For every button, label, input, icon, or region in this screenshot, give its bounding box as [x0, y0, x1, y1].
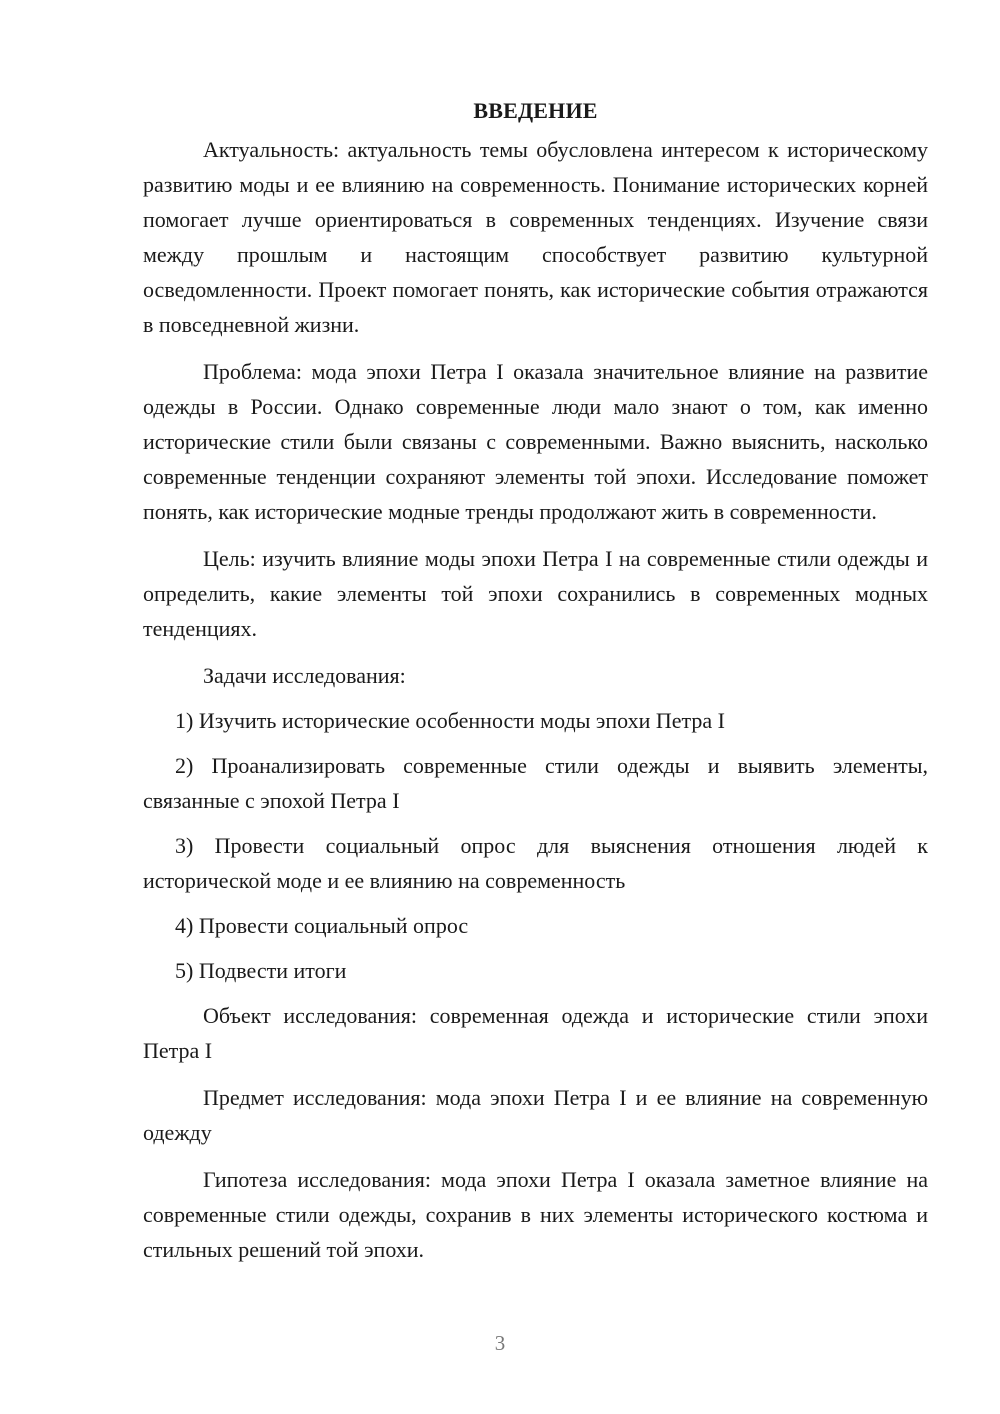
page-title: ВВЕДЕНИЕ — [473, 98, 598, 123]
paragraph-relevance: Актуальность: актуальность темы обусловлена интересом к историческому развитию моды и ее влиянию на современность. Понимание исторических корней помогает лучше ориентироваться в современных тенденциях. Изучение связи между прошлым и настоящим способствует развитию культурной осведомленности. Проект помогает понять, как исторические события отражаются в повседневной жизни. — [143, 137, 928, 337]
task-item-1: 1) Изучить исторические особенности моды эпохи Петра I — [175, 708, 725, 733]
page-body — [143, 93, 928, 1279]
task-item-4: 4) Провести социальный опрос — [175, 913, 469, 938]
tasks-heading: Задачи исследования: — [203, 663, 406, 688]
paragraph-problem: Проблема: мода эпохи Петра I оказала значительное влияние на развитие одежды в России. Однако современные люди мало знают о том, как именно исторические стили были связаны с современными. Важно выяснить, насколько современные тенденции сохраняют элементы той эпохи. Исследование поможет понять, как исторические модные тренды продолжают жить в современности. — [143, 359, 928, 524]
paragraph-hypothesis: Гипотеза исследования: мода эпохи Петра I оказала заметное влияние на современные стили одежды, сохранив в них элементы исторического костюма и стильных решений той эпохи. — [143, 1167, 928, 1262]
paragraph-object: Объект исследования: современная одежда и исторические стили эпохи Петра I — [143, 1003, 928, 1063]
page-number: 3 — [494, 1331, 506, 1355]
task-item-3: 3) Провести социальный опрос для выяснения отношения людей к исторической моде и ее влиянию на современность — [143, 833, 928, 893]
task-item-5: 5) Подвести итоги — [175, 958, 347, 983]
paragraph-subject: Предмет исследования: мода эпохи Петра I и ее влияние на современную одежду — [143, 1085, 928, 1145]
paragraph-goal: Цель: изучить влияние моды эпохи Петра I на современные стили одежды и определить, какие элементы той эпохи сохранились в современных модных тенденциях. — [143, 546, 928, 641]
task-list — [143, 703, 928, 988]
task-item-2: 2) Проанализировать современные стили одежды и выявить элементы, связанные с эпохой Петра I — [143, 753, 928, 813]
